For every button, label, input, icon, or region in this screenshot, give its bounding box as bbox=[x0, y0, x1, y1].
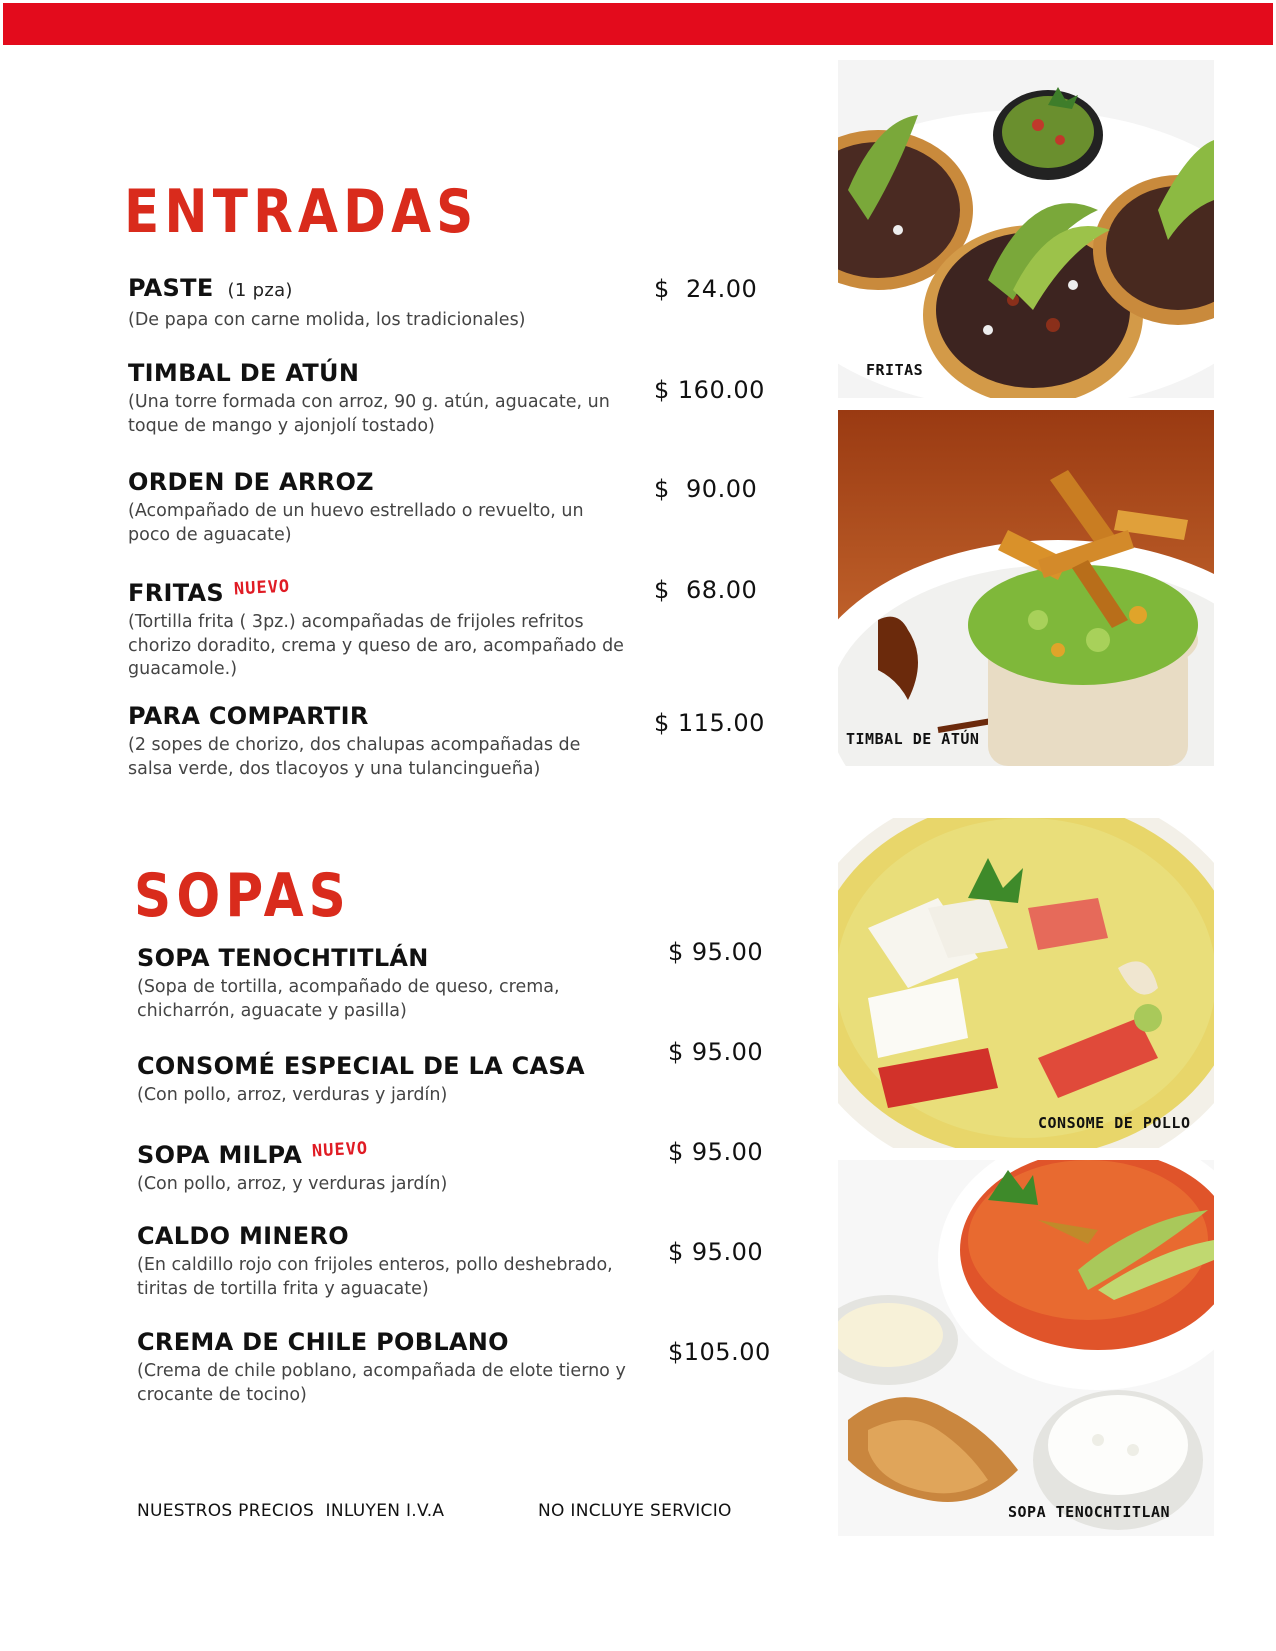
item-description: (Sopa de tortilla, acompañado de queso, crema, chicharrón, aguacate y pasilla) bbox=[137, 977, 560, 1021]
item-price: $ 95.00 bbox=[668, 1238, 764, 1266]
item-name: SOPA MILPA bbox=[137, 1141, 303, 1169]
item-name: SOPA TENOCHTITLÁN bbox=[137, 944, 429, 972]
section-title-entradas: ENTRADAS bbox=[124, 177, 479, 247]
consome-photo bbox=[838, 818, 1214, 1148]
item-name: CONSOMÉ ESPECIAL DE LA CASA bbox=[137, 1052, 585, 1080]
item-description: (Con pollo, arroz, verduras y jardín) bbox=[137, 1085, 448, 1105]
item-price: $105.00 bbox=[668, 1338, 771, 1366]
fritas-illustration bbox=[838, 60, 1214, 398]
item-price: $ 95.00 bbox=[668, 938, 764, 966]
photo-caption: FRITAS bbox=[866, 361, 924, 379]
new-badge: NUEVO bbox=[311, 1138, 369, 1162]
item-price: $ 95.00 bbox=[668, 1138, 764, 1166]
timbal-illustration bbox=[838, 410, 1214, 766]
item-name: ORDEN DE ARROZ bbox=[128, 468, 374, 496]
item-price: $ 68.00 bbox=[654, 576, 758, 604]
photo-caption: SOPA TENOCHTITLAN bbox=[1008, 1503, 1171, 1521]
item-price: $ 115.00 bbox=[654, 709, 765, 737]
item-description: (2 sopes de chorizo, dos chalupas acompañadas de salsa verde, dos tlacoyos y una tulancingueña) bbox=[128, 735, 581, 779]
item-description: (De papa con carne molida, los tradicionales) bbox=[128, 310, 526, 330]
header-bar bbox=[3, 3, 1273, 45]
item-name: PASTE bbox=[128, 274, 214, 302]
item-name: FRITAS bbox=[128, 579, 224, 607]
timbal-photo bbox=[838, 410, 1214, 766]
section-title-sopas: SOPAS bbox=[134, 861, 352, 931]
item-description: (Tortilla frita ( 3pz.) acompañadas de frijoles refritos chorizo doradito, crema y queso de aro, acompañado de guacamole.) bbox=[128, 612, 624, 679]
item-description: (Una torre formada con arroz, 90 g. atún, aguacate, un toque de mango y ajonjolí tostado) bbox=[128, 392, 610, 436]
photo-caption: TIMBAL DE ATÚN bbox=[846, 730, 980, 748]
new-badge: NUEVO bbox=[233, 576, 291, 600]
item-description: (Con pollo, arroz, y verduras jardín) bbox=[137, 1174, 448, 1194]
item-price: $ 90.00 bbox=[654, 475, 758, 503]
item-name: PARA COMPARTIR bbox=[128, 702, 369, 730]
fritas-photo bbox=[838, 60, 1214, 398]
item-qty: (1 pza) bbox=[227, 280, 293, 301]
item-price: $ 24.00 bbox=[654, 275, 758, 303]
footer-tax-note: NUESTROS PRECIOS INLUYEN I.V.A bbox=[137, 1501, 445, 1521]
item-description: (Acompañado de un huevo estrellado o revuelto, un poco de aguacate) bbox=[128, 501, 584, 545]
consome-illustration bbox=[838, 818, 1214, 1148]
item-name: TIMBAL DE ATÚN bbox=[128, 359, 360, 387]
item-price: $ 160.00 bbox=[654, 376, 765, 404]
item-name: CREMA DE CHILE POBLANO bbox=[137, 1328, 509, 1356]
sopa-tenochtitlan-photo bbox=[838, 1160, 1214, 1536]
item-description: (En caldillo rojo con frijoles enteros, pollo deshebrado, tiritas de tortilla frita y aguacate) bbox=[137, 1255, 613, 1299]
item-name: CALDO MINERO bbox=[137, 1222, 349, 1250]
item-description: (Crema de chile poblano, acompañada de elote tierno y crocante de tocino) bbox=[137, 1361, 626, 1405]
photo-caption: CONSOME DE POLLO bbox=[1038, 1114, 1191, 1132]
sopa-illustration bbox=[838, 1160, 1214, 1536]
footer-service-note: NO INCLUYE SERVICIO bbox=[538, 1501, 732, 1521]
item-price: $ 95.00 bbox=[668, 1038, 764, 1066]
